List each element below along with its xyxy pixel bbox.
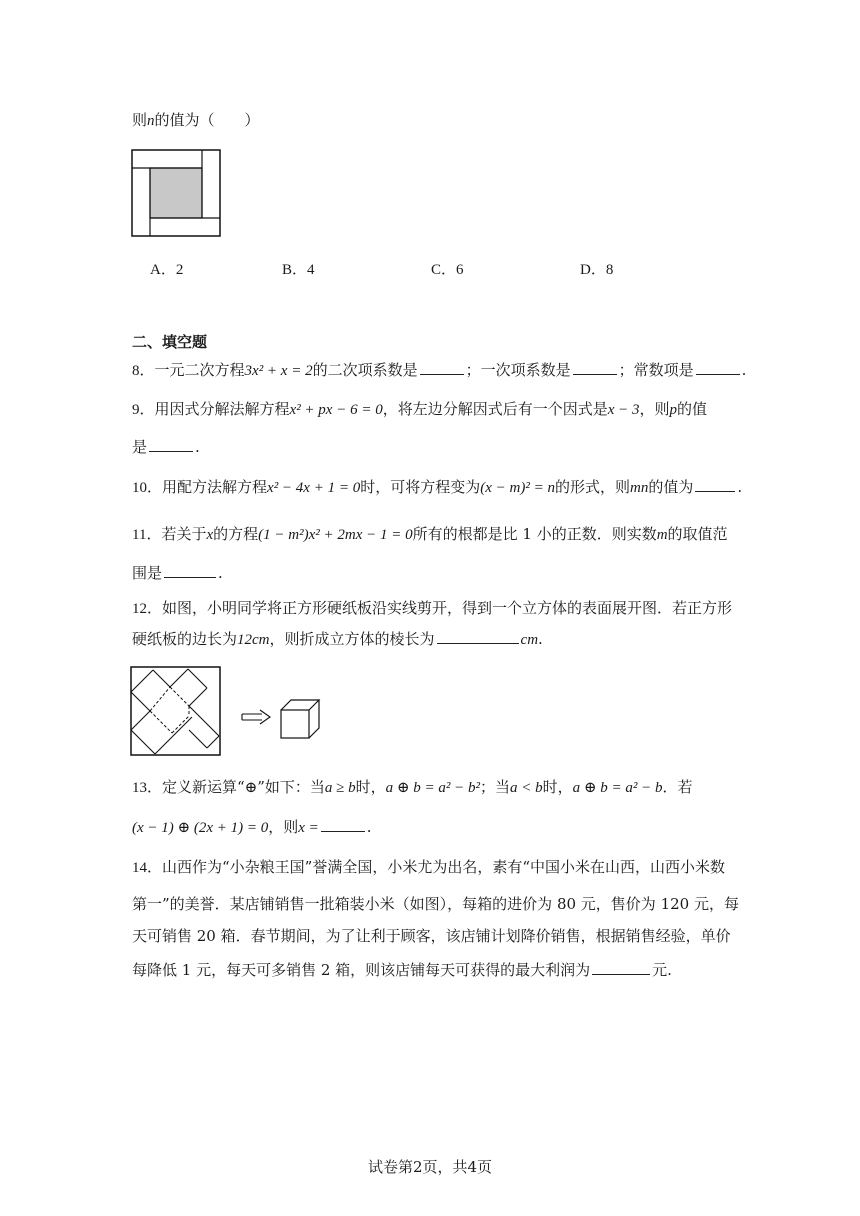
q13-equation: (x − 1) ⊕ (2x + 1) = 0: [132, 820, 269, 836]
q11-equation: (1 − m²)x² + 2mx − 1 = 0: [258, 527, 413, 543]
q7-option-b[interactable]: B．4: [282, 262, 315, 278]
q8-equation: 3x² + x = 2: [244, 363, 313, 379]
q13-definition-1: a ⊕ b = a² − b²: [385, 780, 480, 796]
q7-option-c[interactable]: C．6: [431, 262, 464, 278]
q7-option-d[interactable]: D．8: [580, 262, 614, 278]
question-9: 9．用因式分解法解方程x² + px − 6 = 0，将左边分解因式后有一个因式是x − 3，则p的值: [132, 400, 708, 418]
question-14-line2: 第一”的美誉．某店铺销售一批箱装小米（如图），每箱的进价为 80 元，售价为 120 元，每: [132, 895, 739, 913]
question-14: 14．山西作为“小杂粮王国”誉满全国，小米尤为出名，素有“中国小米在山西，山西小米数: [132, 858, 726, 876]
question-11-cont: 围是 .: [132, 564, 223, 582]
q11-answer-blank[interactable]: [164, 563, 216, 578]
q9-equation: x² + px − 6 = 0: [289, 402, 383, 418]
question-10: 10．用配方法解方程x² − 4x + 1 = 0时，可将方程变为(x − m)² = n的形式，则mn的值为 .: [132, 478, 743, 496]
shaded-square: [150, 168, 202, 218]
q8-answer-blank-2[interactable]: [573, 360, 617, 375]
q8-answer-blank-1[interactable]: [420, 360, 464, 375]
question-12-cont: 硬纸板的边长为12cm，则折成立方体的棱长为 cm.: [132, 630, 543, 648]
q13-answer-blank[interactable]: [321, 817, 365, 832]
q14-answer-blank[interactable]: [592, 960, 650, 975]
paper-square: [131, 667, 220, 755]
question-11: 11．若关于x的方程(1 − m²)x² + 2mx − 1 = 0所有的根都是比 1 小的正数．则实数m的取值范: [132, 525, 728, 543]
q10-form: (x − m)² = n: [480, 480, 555, 496]
q12-answer-blank[interactable]: [437, 629, 519, 644]
question-14-line3: 天可销售 20 箱．春节期间，为了让利于顾客，该店铺计划降价销售，根据销售经验，单价: [132, 927, 731, 945]
question-12: 12．如图，小明同学将正方形硬纸板沿实线剪开，得到一个立方体的表面展开图．若正方形: [132, 599, 733, 617]
page-footer: 试卷第2页，共4页: [367, 1158, 493, 1176]
question-13: 13．定义新运算“⊕”如下：当a ≥ b时，a ⊕ b = a² − b²；当a < b时，a ⊕ b = a² − b．若: [132, 778, 693, 796]
q7-tail-pre: 则: [132, 111, 148, 129]
q7-tail: [132, 109, 260, 132]
q7-figure: [131, 149, 223, 239]
q7-var-n: n: [147, 113, 155, 129]
question-8: 8．一元二次方程3x² + x = 2的二次项系数是 ；一次项系数是 ；常数项是 .: [132, 361, 747, 379]
q9-factor: x − 3: [607, 402, 640, 418]
arrow-icon: [242, 710, 270, 724]
cube-icon: [281, 700, 319, 738]
q10-answer-blank[interactable]: [695, 477, 735, 492]
cube-net: [131, 669, 219, 754]
question-14-line4: 每降低 1 元，每天可多销售 2 箱，则该店铺每天可获得的最大利润为 元.: [132, 961, 672, 979]
q13-definition-2: a ⊕ b = a² − b: [572, 780, 663, 796]
q9-answer-blank[interactable]: [149, 437, 193, 452]
question-9-cont: 是 .: [132, 438, 200, 456]
section-title: 二、填空题: [132, 333, 208, 351]
q10-equation: x² − 4x + 1 = 0: [267, 480, 361, 496]
question-13-cont: (x − 1) ⊕ (2x + 1) = 0，则x = .: [132, 818, 372, 836]
q7-option-a[interactable]: A．2: [150, 262, 184, 278]
q8-answer-blank-3[interactable]: [696, 360, 740, 375]
q12-figure: [130, 666, 330, 758]
q7-tail-post: 的值为（ ）: [154, 111, 260, 129]
